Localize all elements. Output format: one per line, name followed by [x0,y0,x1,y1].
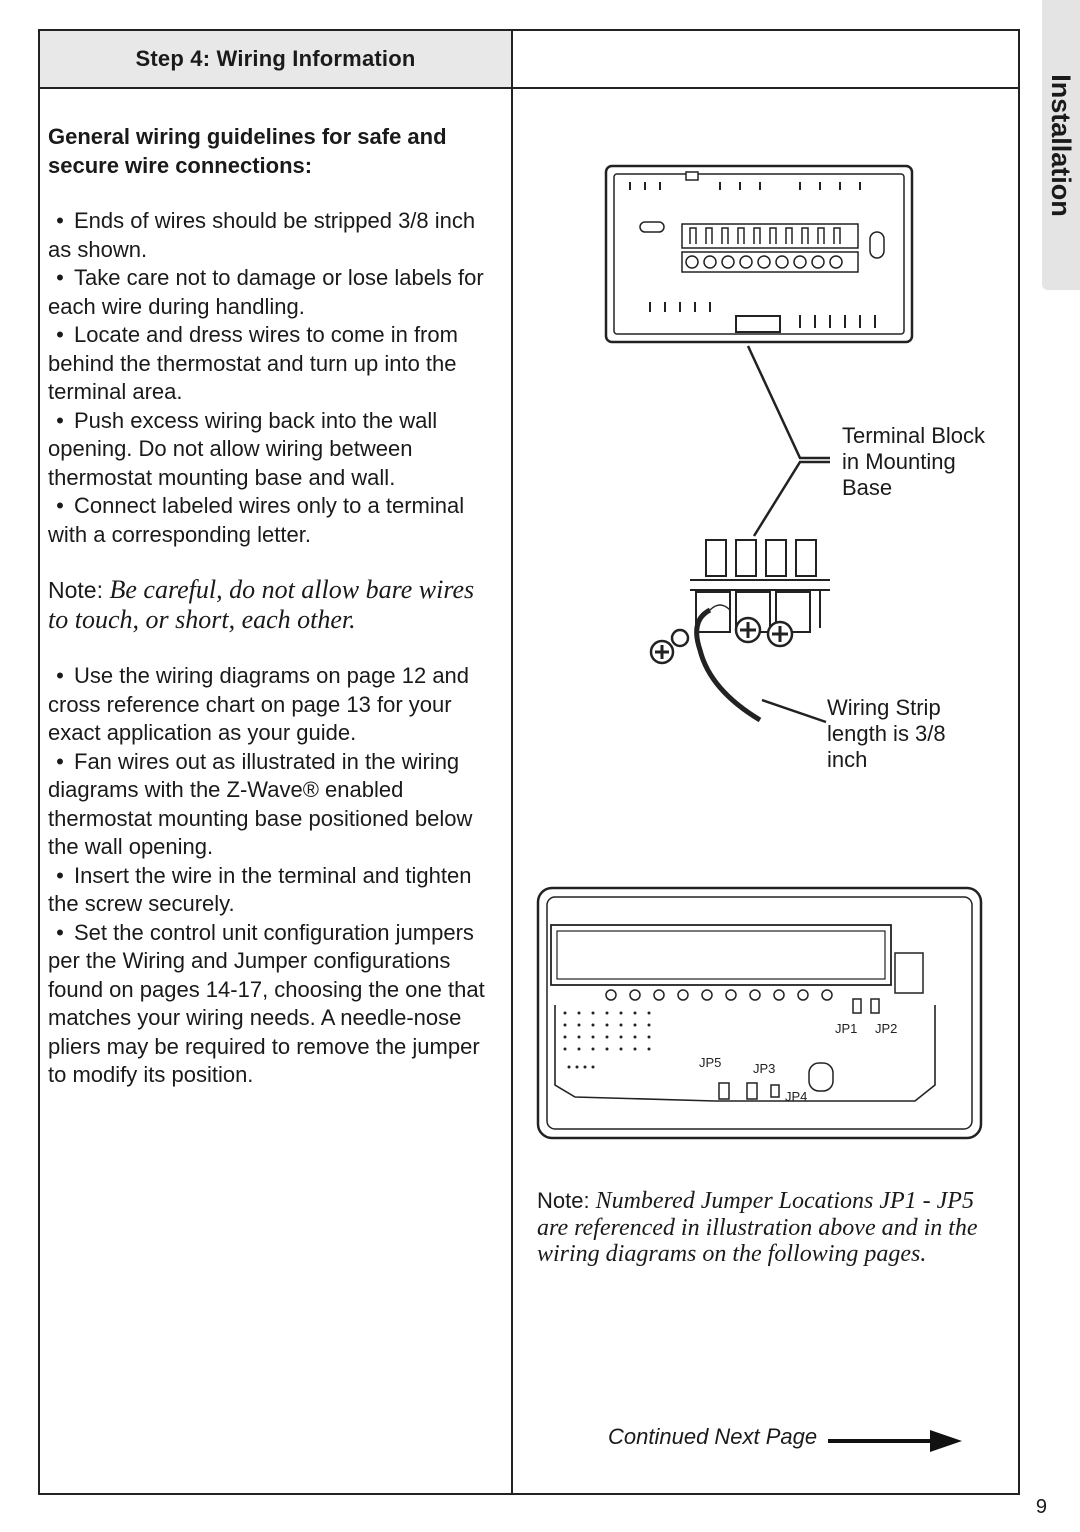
caption-line: inch [827,747,868,772]
jumper-note [537,1188,1007,1268]
column-divider [511,31,513,1493]
caption-line: Base [842,475,893,500]
list-item: • Fan wires out as illustrated in the wiring diagrams with the Z-Wave® enabled thermostat mounting base positioned below the wall opening. [48,748,488,862]
note-text: Be careful, do not allow bare wires to touch, or short, each other. [48,575,475,634]
control-board-illustration [535,885,985,1145]
note-text: Numbered Jumper Locations JP1 - JP5 are referenced in illustration above and in the wiring diagrams on the following pages. [537,1188,978,1267]
right-arrow-icon [826,1428,966,1454]
wiring-strip-caption [827,695,946,773]
list-item: • Set the control unit configuration jumpers per the Wiring and Jumper configurations found on pages 14-17, choosing the one that matches your wiring needs. A needle-nose pliers may be required to remove the jumper to modify its position. [48,919,488,1090]
jp3-label: JP3 [753,1061,776,1076]
list-item: • Connect labeled wires only to a terminal with a corresponding letter. [48,492,488,549]
terminal-block-caption [842,423,985,501]
header-right-cell [513,31,1018,89]
jp4-label: JP4 [785,1089,808,1104]
step-title: Step 4: Wiring Information [135,46,416,71]
caption-line: Terminal Block [842,423,986,448]
note-label: Note: [48,577,103,603]
caution-note [48,575,478,634]
caption-line: in Mounting [842,449,956,474]
caption-line: length is 3/8 [827,721,946,746]
step-header [40,31,511,89]
list-item: • Use the wiring diagrams on page 12 and cross reference chart on page 13 for your exact application as your guide. [48,662,488,748]
note-label: Note: [537,1188,590,1213]
jp2-label: JP2 [875,1021,898,1036]
list-item: • Ends of wires should be stripped 3/8 inch as shown. [48,207,488,264]
guidelines-list [48,207,488,549]
caption-line: Wiring Strip [827,695,941,720]
callout-lines [740,340,840,740]
jp5-label: JP5 [699,1055,722,1070]
instructions-list [48,662,488,1090]
guidelines-heading: General wiring guidelines for safe and secure wire connections: [48,124,447,178]
list-item: • Push excess wiring back into the wall opening. Do not allow wiring between thermostat mounting base and wall. [48,407,488,493]
page-number: 9 [1035,1496,1047,1518]
jp1-label: JP1 [835,1021,858,1036]
section-tab-text: Installation [1045,73,1076,217]
continued-next-page: Continued Next Page [608,1424,818,1449]
list-item: • Take care not to damage or lose labels for each wire during handling. [48,264,488,321]
list-item: • Insert the wire in the terminal and tighten the screw securely. [48,862,488,919]
mounting-base-illustration [600,160,920,350]
list-item: • Locate and dress wires to come in from behind the thermostat and turn up into the terminal area. [48,321,488,407]
section-tab-label [1040,75,1080,215]
